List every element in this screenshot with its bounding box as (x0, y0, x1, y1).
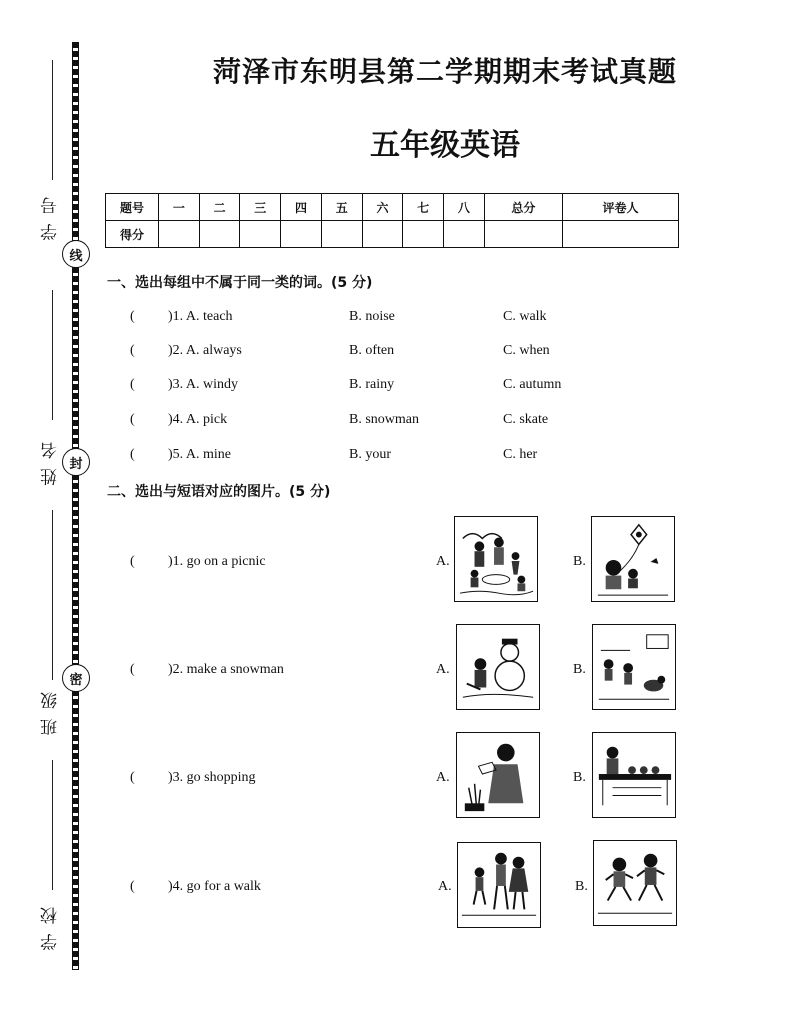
park-play-picture (592, 624, 676, 710)
binding-spine (72, 42, 79, 970)
answer-paren[interactable]: ( (130, 554, 135, 569)
option-c: C. walk (503, 309, 547, 324)
answer-paren[interactable]: ( (130, 377, 135, 392)
score-input-cell[interactable] (563, 221, 679, 248)
score-input-cell[interactable] (444, 221, 485, 248)
option-b-label: B. (573, 662, 586, 677)
option-b: B. noise (349, 309, 395, 324)
cell: 八 (444, 194, 485, 221)
answer-paren[interactable]: ( (130, 412, 135, 427)
fill-line (52, 60, 53, 180)
student-id-label: 学 号 (41, 195, 61, 241)
option-b: B. snowman (349, 412, 419, 427)
phrase-text: )1. go on a picnic (168, 554, 266, 569)
option-a: )1. A. teach (168, 309, 233, 324)
score-input-cell[interactable] (240, 221, 281, 248)
option-a: )4. A. pick (168, 412, 228, 427)
option-a: )5. A. mine (168, 447, 231, 462)
answer-paren[interactable]: ( (130, 343, 135, 358)
score-input-cell[interactable] (321, 221, 362, 248)
cell: 题号 (106, 194, 159, 221)
option-b: B. often (349, 343, 395, 358)
watering-flowers-picture (456, 732, 540, 818)
cell: 评卷人 (563, 194, 679, 221)
option-a-label: A. (438, 879, 452, 894)
option-b-label: B. (573, 554, 586, 569)
phrase-text: )3. go shopping (168, 770, 256, 785)
class-label: 班 级 (41, 690, 61, 736)
option-a: )3. A. windy (168, 377, 238, 392)
snowman-picture (456, 624, 540, 710)
answer-paren[interactable]: ( (130, 879, 135, 894)
exam-title: 菏泽市东明县第二学期期末考试真题 (212, 55, 677, 88)
cell: 七 (403, 194, 444, 221)
cell: 四 (281, 194, 322, 221)
option-b-label: B. (575, 879, 588, 894)
answer-paren[interactable]: ( (130, 770, 135, 785)
seal-seal: 封 (62, 448, 90, 476)
answer-paren[interactable]: ( (130, 662, 135, 677)
option-c: C. autumn (503, 377, 562, 392)
option-a: )2. A. always (168, 343, 242, 358)
fill-line (52, 760, 53, 890)
cell: 一 (159, 194, 200, 221)
cell: 五 (321, 194, 362, 221)
option-b-label: B. (573, 770, 586, 785)
option-a-label: A. (436, 554, 450, 569)
score-table (105, 193, 679, 248)
cell: 三 (240, 194, 281, 221)
fill-line (52, 290, 53, 420)
cell: 总分 (484, 194, 562, 221)
score-input-cell[interactable] (281, 221, 322, 248)
score-input-cell[interactable] (159, 221, 200, 248)
answer-paren[interactable]: ( (130, 309, 135, 324)
seal-secret: 密 (62, 664, 90, 692)
score-input-cell[interactable] (484, 221, 562, 248)
binding-margin (0, 0, 95, 1013)
option-c: C. when (503, 343, 550, 358)
section1-heading: 一、选出每组中不属于同一类的词。(5 分) (107, 275, 373, 291)
market-stall-picture (592, 732, 676, 818)
option-a-label: A. (436, 770, 450, 785)
section2-heading: 二、选出与短语对应的图片。(5 分) (107, 484, 331, 500)
name-label: 姓 名 (41, 440, 61, 486)
option-c: C. skate (503, 412, 549, 427)
option-b: B. your (349, 447, 391, 462)
phrase-text: )4. go for a walk (168, 879, 261, 894)
option-a-label: A. (436, 662, 450, 677)
cell: 得分 (106, 221, 159, 248)
score-input-cell[interactable] (199, 221, 240, 248)
score-value-row (106, 221, 679, 248)
score-header-row (106, 194, 679, 221)
cell: 二 (199, 194, 240, 221)
phrase-text: )2. make a snowman (168, 662, 284, 677)
picnic-picture (454, 516, 538, 602)
score-input-cell[interactable] (403, 221, 444, 248)
seal-line: 线 (62, 240, 90, 268)
option-b: B. rainy (349, 377, 395, 392)
kids-running-picture (593, 840, 677, 926)
kite-flying-picture (591, 516, 675, 602)
school-label: 学 校 (41, 905, 61, 951)
family-walking-picture (457, 842, 541, 928)
exam-subtitle: 五年级英语 (370, 128, 520, 163)
score-input-cell[interactable] (362, 221, 403, 248)
option-c: C. her (503, 447, 538, 462)
answer-paren[interactable]: ( (130, 447, 135, 462)
fill-line (52, 510, 53, 680)
cell: 六 (362, 194, 403, 221)
